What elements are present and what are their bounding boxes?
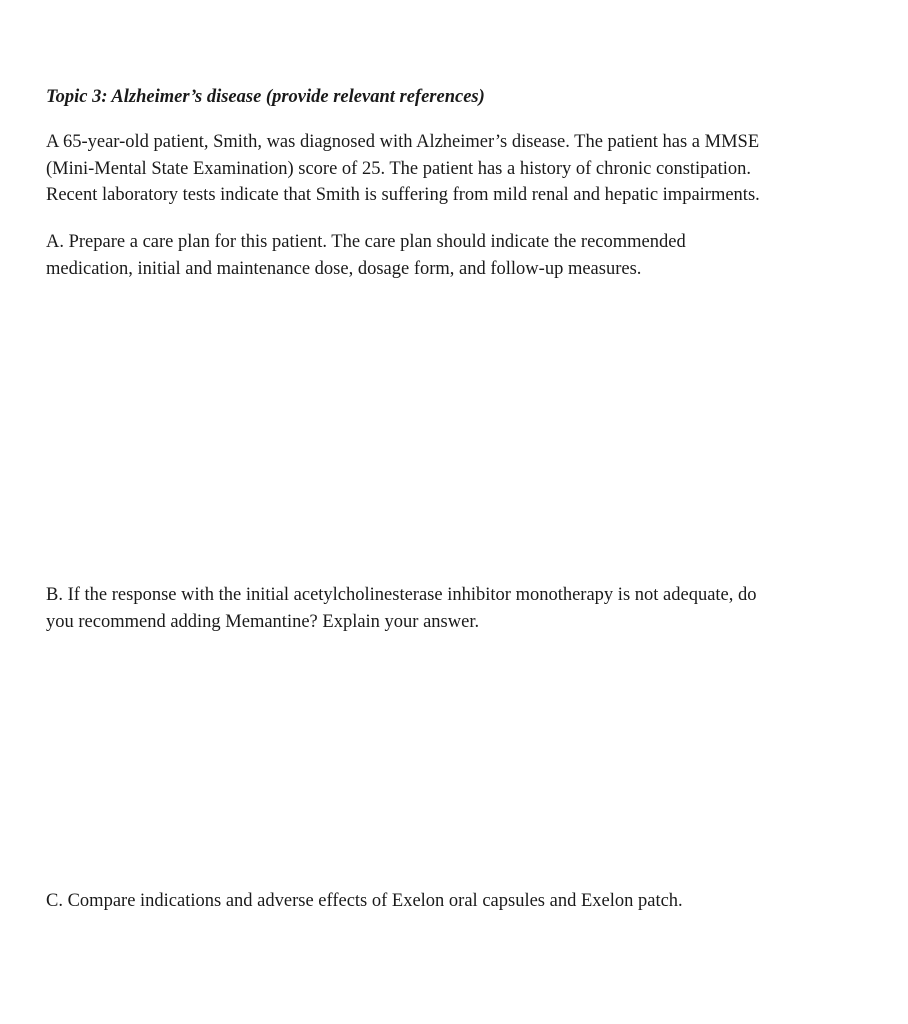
question-c <box>46 888 846 915</box>
case-description-line: (Mini-Mental State Examination) score of 25. The patient has a history of chronic constipation. <box>46 158 752 179</box>
case-description-line: Recent laboratory tests indicate that Smith is suffering from mild renal and hepatic impairments. <box>46 185 760 205</box>
case-description-line: A 65-year-old patient, Smith, was diagnosed with Alzheimer’s disease. The patient has a MMSE <box>46 132 760 152</box>
case-description <box>46 129 846 209</box>
question-b-line: you recommend adding Memantine? Explain your answer. <box>46 611 480 632</box>
question-a-line: A. Prepare a care plan for this patient. The care plan should indicate the recommended <box>46 232 686 252</box>
question-b-line: B. If the response with the initial acetylcholinesterase inhibitor monotherapy is not adequate, do <box>46 585 757 605</box>
question-a <box>46 229 846 282</box>
question-c-line: C. Compare indications and adverse effects of Exelon oral capsules and Exelon patch. <box>46 891 683 911</box>
topic-title <box>46 84 846 111</box>
question-a-line: medication, initial and maintenance dose, dosage form, and follow-up measures. <box>46 258 642 279</box>
topic-title-text: Topic 3: Alzheimer’s disease (provide relevant references) <box>46 87 485 107</box>
question-b <box>46 582 846 635</box>
